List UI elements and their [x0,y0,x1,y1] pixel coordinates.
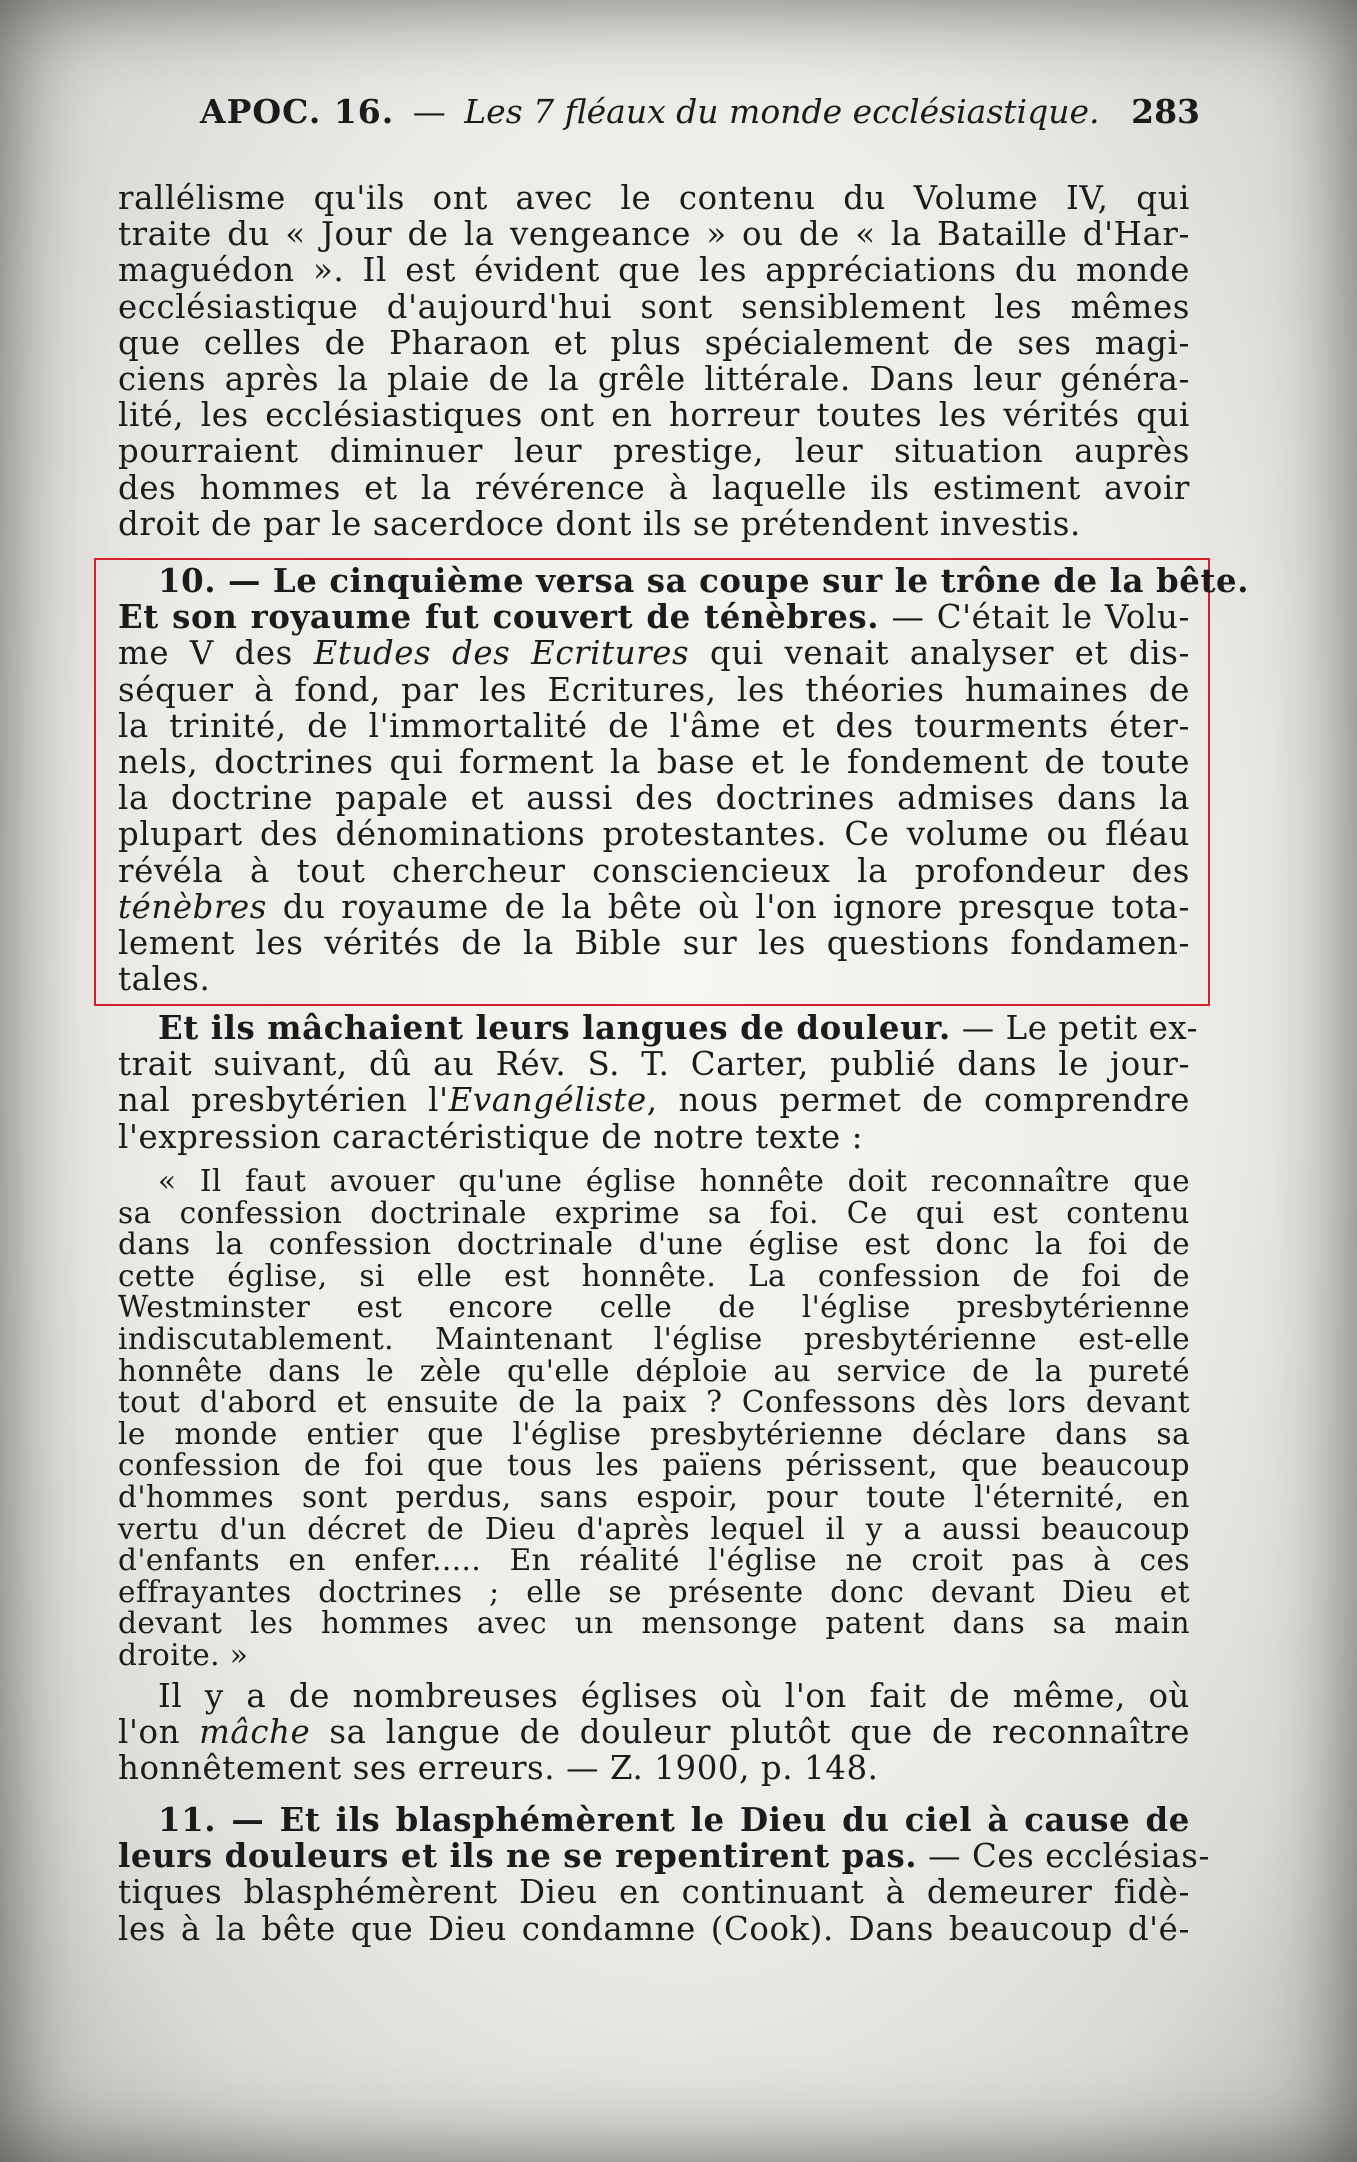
header-reference: APOC. 16. [200,92,395,131]
text-line: rallélisme qu'ils ont avec le contenu du Volume IV, qui [118,179,1190,217]
text-segment: — Ces ecclésias- [917,1837,1211,1876]
paragraph-2 [118,562,1250,999]
text-segment: me V des [118,634,314,673]
text-line: traite du « Jour de la vengeance » ou de « la Bataille d'Har- [118,215,1190,254]
text-line: trait suivant, dû au Rév. S. T. Carter, publié dans le jour- [118,1045,1190,1084]
quote-line: « Il faut avouer qu'une église honnête doit reconnaître que [158,1164,1190,1198]
header-title: Les 7 fléaux du monde ecclésiastique. [464,92,1100,131]
text-segment: qui venait analyser et dis- [689,634,1190,673]
running-header [200,92,1200,132]
quote-line: indiscutablement. Maintenant l'église presbytérienne est-elle [118,1321,1190,1356]
quote-line: le monde entier que l'église presbytérienne déclare dans sa [118,1416,1190,1451]
quote-line: devant les hommes avec un mensonge patent dans sa main [118,1606,1190,1641]
quotation [118,1166,1190,1672]
verse-heading: 10. — Le cinquième versa sa coupe sur le trône de la bête. [158,562,1250,600]
quote-line: vertu d'un décret de Dieu d'après lequel il y a aussi beaucoup [118,1511,1190,1546]
quote-line: Westminster est encore celle de l'église presbytérienne [118,1290,1190,1325]
text-segment: — Le petit ex- [950,1009,1199,1047]
text-line: que celles de Pharaon et plus spécialement de ses magi- [118,323,1190,362]
text-line: lement les vérités de la Bible sur les questions fondamen- [118,924,1190,963]
paragraph-4 [118,1678,1190,1787]
text-line: tiques blasphémèrent Dieu en continuant à demeurer fidè- [118,1873,1190,1912]
quote-line: sa confession doctrinale exprime sa foi. Ce qui est contenu [118,1195,1190,1230]
verse-heading: Et son royaume fut couvert de ténèbres. [118,598,880,637]
text-line [118,1009,1199,1047]
verse-heading: 11. — Et ils blasphémèrent le Dieu du ciel à cause de [158,1801,1190,1839]
paragraph-5 [118,1801,1211,1948]
text-line: séquer à fond, par les Ecritures, les théories humaines de [118,670,1190,709]
text-line: les à la bête que Dieu condamne (Cook). Dans beaucoup d'é- [118,1909,1190,1948]
quote-line: cette église, si elle est honnête. La confession de foi de [118,1258,1190,1293]
text-segment: nal presbytérien l' [118,1081,449,1120]
text-segment: — C'était le Volu- [879,598,1190,637]
text-line: ciens après la plaie de la grêle littérale. Dans leur généra- [118,360,1190,399]
quote-line: d'hommes sont perdus, sans espoir, pour toute l'éternité, en [118,1479,1190,1514]
quote-line: tout d'abord et ensuite de la paix ? Confessons dès lors devant [118,1385,1190,1420]
text-line: la doctrine papale et aussi des doctrines admises dans la [118,779,1190,818]
text-line: maguédon ». Il est évident que les appréciations du monde [118,251,1190,290]
text-line: lité, les ecclésiastiques ont en horreur toutes les vérités qui [118,396,1190,435]
text-line [118,1802,1190,1838]
text-line: la trinité, de l'immortalité de l'âme et des tourments éter- [118,706,1190,745]
header-dash: — [412,92,446,131]
quote-line: d'enfants en enfer..... En réalité l'église ne croit pas à ces [118,1543,1190,1578]
text-line [118,1714,1190,1750]
text-line [118,562,1250,600]
paragraph-3 [118,1009,1199,1156]
text-line: droit de par le sacerdoce dont ils se prétendent investis. [118,504,1081,543]
emphasis: ténèbres [118,887,268,926]
text-segment: l'on [118,1713,200,1752]
text-line: révéla à tout chercheur consciencieux la profondeur des [118,851,1190,890]
text-line: plupart des dénominations protestantes. Ce volume ou fléau [118,815,1190,854]
text-segment: du royaume de la bête où l'on ignore presque tota- [267,887,1190,926]
book-title: Etudes des Ecritures [313,634,690,673]
quote-line: dans la confession doctrinale d'une église est donc la foi de [118,1227,1190,1262]
text-line: tales. [118,960,211,999]
paragraph-1 [118,180,1190,542]
emphasis: mâche [199,1713,311,1752]
verse-heading: Et ils mâchaient leurs langues de douleur. [158,1009,951,1047]
text-line [118,635,1190,671]
text-line: pourraient diminuer leur prestige, leur situation auprès [118,432,1190,471]
text-line: des hommes et la révérence à laquelle ils estiment avoir [118,468,1190,507]
text-segment: sa langue de douleur plutôt que de reconnaître [310,1713,1190,1752]
quote-line: droite. » [118,1637,249,1672]
text-line: honnêtement ses erreurs. — Z. 1900, p. 148. [118,1749,879,1788]
text-line: nels, doctrines qui forment la base et le fondement de toute [118,743,1190,782]
journal-title: Evangéliste [448,1081,647,1120]
page-number: 283 [1131,92,1200,131]
quote-line: honnête dans le zèle qu'elle déploie au service de la pureté [118,1353,1190,1388]
text-line: Il y a de nombreuses églises où l'on fait de même, où [158,1677,1190,1715]
text-line: l'expression caractéristique de notre texte : [118,1117,864,1156]
text-line [118,599,1190,635]
text-line [118,1837,1211,1876]
text-line: ecclésiastique d'aujourd'hui sont sensiblement les mêmes [118,287,1190,326]
verse-heading: leurs douleurs et ils ne se repentirent pas. [118,1837,918,1876]
text-line [118,889,1190,925]
quote-line: effrayantes doctrines ; elle se présente donc devant Dieu et [118,1574,1190,1609]
quote-line: confession de foi que tous les païens périssent, que beaucoup [118,1448,1190,1483]
text-line [118,1082,1190,1118]
text-segment: , nous permet de comprendre [646,1081,1190,1120]
